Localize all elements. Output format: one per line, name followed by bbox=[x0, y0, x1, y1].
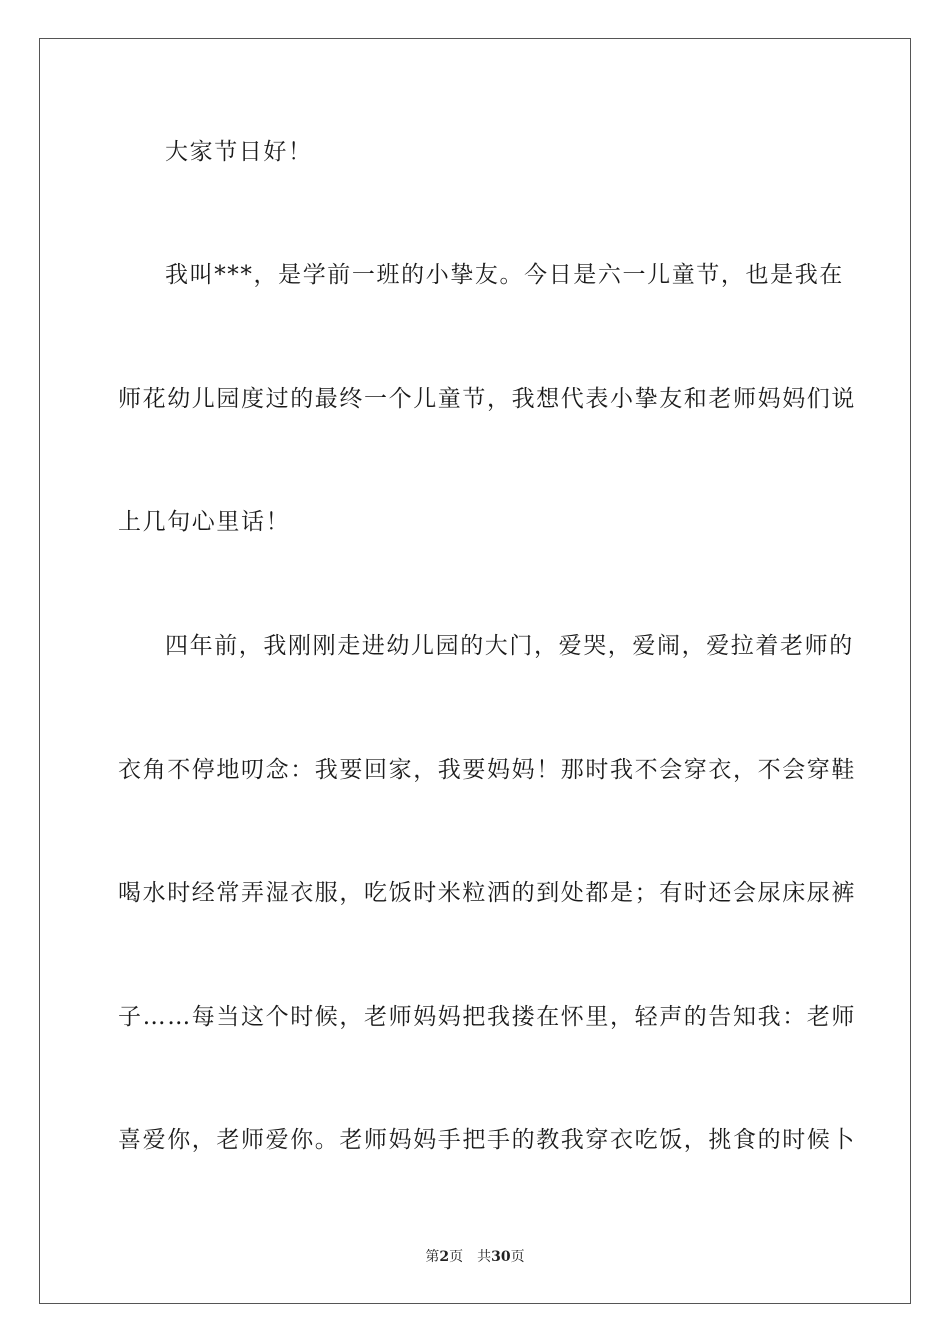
paragraph-1-line-1: 我叫***，是学前一班的小挚友。今日是六一儿童节，也是我在 bbox=[165, 262, 844, 288]
total-prefix: 共 bbox=[477, 1249, 492, 1265]
page-footer bbox=[0, 1248, 950, 1266]
paragraph-1-line-2: 师花幼儿园度过的最终一个儿童节，我想代表小挚友和老师妈妈们说 bbox=[118, 386, 856, 412]
page-border bbox=[39, 38, 911, 1304]
page-suffix: 页 bbox=[449, 1249, 464, 1265]
paragraph-2-line-1: 四年前，我刚刚走进幼儿园的大门，爱哭，爱闹，爱拉着老师的 bbox=[165, 633, 854, 659]
paragraph-2-line-4: 子……每当这个时候，老师妈妈把我搂在怀里，轻声的告知我：老师 bbox=[118, 1004, 856, 1030]
paragraph-2-line-5: 喜爱你，老师爱你。老师妈妈手把手的教我穿衣吃饭，挑食的时候卜 bbox=[118, 1127, 856, 1153]
greeting-line: 大家节日好！ bbox=[165, 139, 313, 165]
paragraph-1-line-3: 上几句心里话！ bbox=[118, 509, 291, 535]
total-pages: 30 bbox=[491, 1249, 511, 1265]
total-suffix: 页 bbox=[510, 1249, 525, 1265]
page-prefix: 第 bbox=[425, 1249, 440, 1265]
paragraph-2-line-2: 衣角不停地叨念：我要回家，我要妈妈！那时我不会穿衣，不会穿鞋 bbox=[118, 757, 856, 783]
paragraph-2-line-3: 喝水时经常弄湿衣服，吃饭时米粒洒的到处都是；有时还会尿床尿裤 bbox=[118, 880, 856, 906]
page-number: 2 bbox=[439, 1249, 450, 1265]
